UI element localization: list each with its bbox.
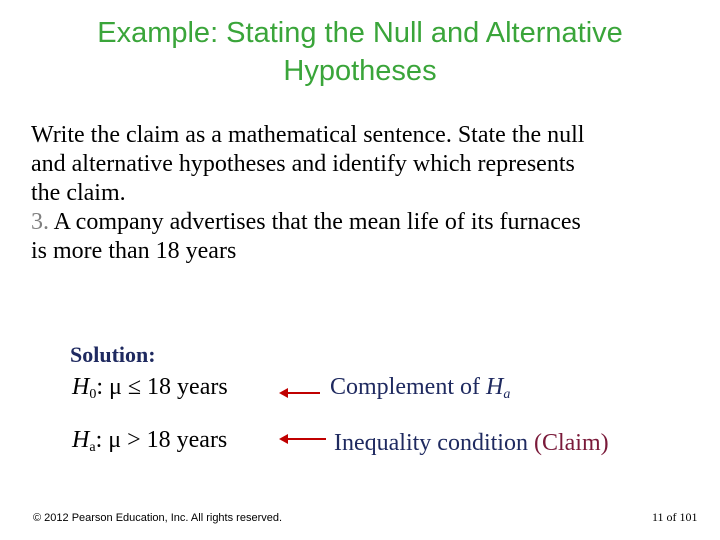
arrow-left-icon bbox=[287, 392, 320, 394]
instructions-line-3: the claim. bbox=[31, 180, 126, 206]
claim-tag: (Claim) bbox=[533, 430, 609, 456]
h0-label-text: Complement of bbox=[330, 374, 486, 400]
item-text: A company advertises that the mean life of its furnaces bbox=[49, 209, 581, 235]
item-number: 3. bbox=[31, 209, 49, 235]
ha-subscript: a bbox=[89, 440, 96, 455]
copyright-notice: © 2012 Pearson Education, Inc. All rights reserved. bbox=[33, 512, 283, 524]
h0-statement: : μ ≤ 18 years bbox=[96, 374, 228, 400]
instructions-line-1: Write the claim as a mathematical sentence. State the null bbox=[31, 122, 585, 148]
slide-title bbox=[0, 14, 720, 90]
h0-symbol: H bbox=[72, 374, 90, 400]
h0-label-symbol: H bbox=[485, 374, 504, 400]
h0-label-subscript: a bbox=[503, 387, 511, 402]
ha-statement: : μ > 18 years bbox=[95, 427, 228, 453]
instructions bbox=[31, 121, 701, 266]
problem-item-continued: is more than 18 years bbox=[31, 238, 237, 264]
ha-label-text: Inequality condition bbox=[334, 430, 534, 456]
slide-title-line-2: Hypotheses bbox=[283, 55, 437, 87]
ha-label bbox=[334, 430, 609, 457]
instructions-line-2: and alternative hypotheses and identify which represents bbox=[31, 151, 575, 177]
h0-subscript: 0 bbox=[89, 387, 97, 402]
null-hypothesis bbox=[72, 374, 228, 403]
h0-label bbox=[330, 374, 510, 403]
alternative-hypothesis bbox=[72, 427, 227, 456]
ha-symbol: H bbox=[72, 427, 90, 453]
arrow-left-icon bbox=[287, 438, 326, 440]
solution-heading: Solution: bbox=[70, 342, 156, 367]
page-number: 11 of 101 bbox=[652, 510, 698, 524]
problem-item bbox=[31, 208, 701, 237]
slide-title-line-1: Example: Stating the Null and Alternative bbox=[97, 17, 623, 49]
